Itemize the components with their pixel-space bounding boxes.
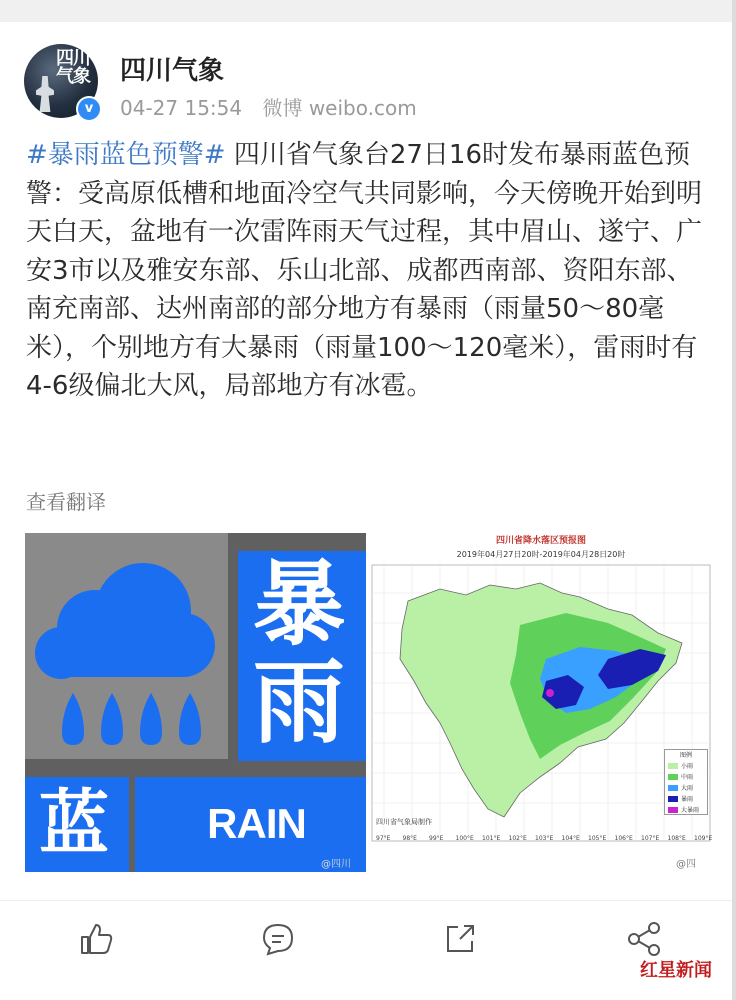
longitude-tick: 108°E	[667, 835, 686, 842]
longitude-tick: 105°E	[588, 835, 607, 842]
post-timestamp: 04-27 15:54	[120, 96, 243, 120]
map-title: 四川省降水落区预报图	[495, 536, 586, 546]
warning-char-mid: 雨	[253, 649, 346, 756]
legend-label: 中雨	[681, 774, 694, 781]
legend-label: 大暴雨	[681, 807, 700, 814]
longitude-tick: 101°E	[482, 835, 501, 842]
legend-swatch	[668, 796, 678, 802]
hashtag-link[interactable]: #暴雨蓝色预警#	[26, 140, 226, 170]
warning-level-char: 蓝	[39, 782, 109, 864]
longitude-tick: 99°E	[429, 835, 444, 842]
longitude-tick: 100°E	[455, 835, 474, 842]
action-bar	[0, 900, 732, 973]
map-agency: 四川省气象局制作	[376, 818, 432, 826]
rain-storm-label: RAIN STORM	[183, 800, 330, 917]
share-icon[interactable]	[624, 919, 664, 959]
legend-label: 大雨	[681, 785, 694, 792]
scrollbar[interactable]	[732, 0, 736, 1000]
legend-item	[668, 794, 704, 803]
brand-logo: 红星新闻	[640, 960, 712, 981]
thumbs-up-icon[interactable]	[76, 919, 116, 959]
longitude-tick: 97°E	[376, 835, 391, 842]
comment-icon[interactable]	[258, 919, 298, 959]
longitude-tick: 109°E	[694, 835, 713, 842]
post-content	[26, 136, 712, 406]
post-meta	[120, 92, 417, 121]
author-name[interactable]: 四川气象	[120, 56, 225, 86]
legend-label: 小雨	[681, 763, 694, 770]
map-watermark: @四	[676, 859, 696, 870]
map-legend	[664, 749, 708, 815]
forecast-map-image[interactable]	[370, 533, 712, 872]
legend-swatch	[668, 774, 678, 780]
image-watermark: @四川	[321, 859, 351, 870]
longitude-tick: 107°E	[641, 835, 660, 842]
translate-link[interactable]: 查看翻译	[26, 490, 106, 514]
tower-icon	[36, 76, 54, 112]
legend-label: 暴雨	[681, 796, 694, 803]
legend-item	[668, 772, 704, 781]
post-source: 微博 weibo.com	[262, 96, 417, 120]
longitude-tick: 103°E	[535, 835, 554, 842]
precipitation-map	[370, 563, 712, 843]
legend-item	[668, 805, 704, 814]
longitude-tick: 102°E	[508, 835, 527, 842]
legend-title: 图例	[679, 752, 692, 759]
forward-icon[interactable]	[440, 919, 480, 959]
legend-item	[668, 761, 704, 770]
warning-char-top: 暴	[253, 551, 346, 658]
storm-cloud-icon	[25, 533, 228, 759]
post-body: 四川省气象台27日16时发布暴雨蓝色预警：受高原低槽和地面冷空气共同影响，今天傍晚开始到明天白天，盆地有一次雷阵雨天气过程，其中眉山、遂宁、广安3市以及雅安东部、乐山北部、成都西南部、资阳东部、南充南部、达州南部的部分地方有暴雨（雨量50～80毫米），个别地方有大暴雨（雨量100～120毫米），雷雨时有4-6级偏北大风，局部地方有冰雹。	[26, 140, 703, 401]
longitude-tick: 104°E	[561, 835, 580, 842]
longitude-tick: 106°E	[614, 835, 633, 842]
verified-badge-icon: v	[76, 96, 102, 122]
map-subtitle: 2019年04月27日20时-2019年04月28日20时	[456, 550, 626, 559]
longitude-tick: 98°E	[402, 835, 417, 842]
legend-swatch	[668, 785, 678, 791]
longitude-axis	[370, 835, 712, 845]
avatar-text: 四川 气象	[56, 48, 90, 87]
legend-swatch	[668, 763, 678, 769]
top-bar	[0, 0, 736, 23]
legend-item	[668, 783, 704, 792]
warning-sign-image[interactable]	[25, 533, 366, 917]
legend-swatch	[668, 807, 678, 813]
